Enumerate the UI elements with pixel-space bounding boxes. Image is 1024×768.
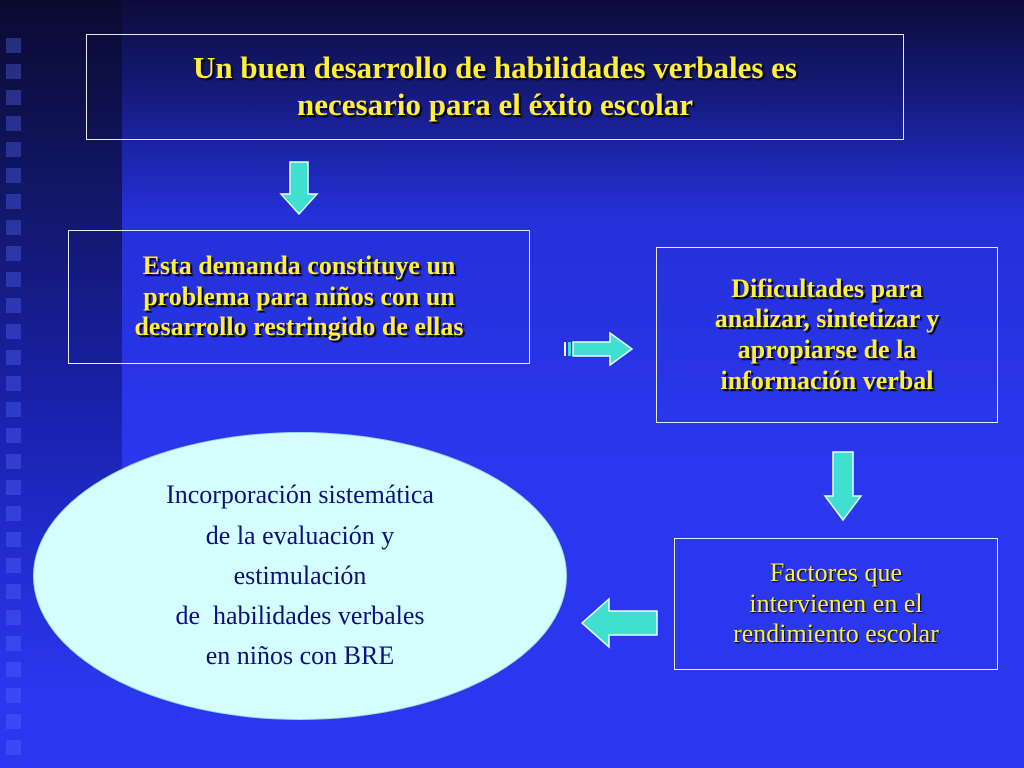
factors-line2: intervienen en el: [749, 588, 923, 618]
demand-line3: desarrollo restringido de ellas: [134, 312, 464, 342]
down-arrow-icon: [823, 450, 863, 522]
difficulties-line4: información verbal: [720, 365, 934, 395]
difficulties-box: [656, 247, 998, 423]
top-statement-line2: necesario para el éxito escolar: [297, 87, 693, 122]
ellipse-line2: de la evaluación y: [205, 520, 395, 550]
left-arrow-icon: [579, 596, 659, 650]
top-statement-line1: Un buen desarrollo de habilidades verbales es: [192, 50, 797, 86]
intervention-ellipse: [33, 432, 567, 720]
factors-line3: rendimiento escolar: [733, 619, 939, 649]
ellipse-line5: en niños con BRE: [205, 641, 395, 671]
factors-line1: Factores que: [769, 557, 903, 587]
top-statement-box: [86, 34, 904, 140]
difficulties-line2: analizar, sintetizar y: [714, 304, 940, 334]
down-arrow-icon: [279, 160, 319, 216]
difficulties-line3: apropiarse de la: [737, 335, 917, 364]
ellipse-line4: de habilidades verbales: [175, 601, 425, 631]
ellipse-line3: estimulación: [233, 560, 367, 590]
demand-problem-box: [68, 230, 530, 364]
decorative-squares: [4, 38, 44, 768]
difficulties-line1: Dificultades para: [731, 273, 923, 303]
demand-line2: problema para niños con un: [143, 281, 455, 311]
right-arrow-icon: [562, 330, 634, 368]
ellipse-line1: Incorporación sistemática: [166, 480, 434, 510]
factors-box: [674, 538, 998, 670]
demand-line1: Esta demanda constituye un: [142, 250, 456, 280]
